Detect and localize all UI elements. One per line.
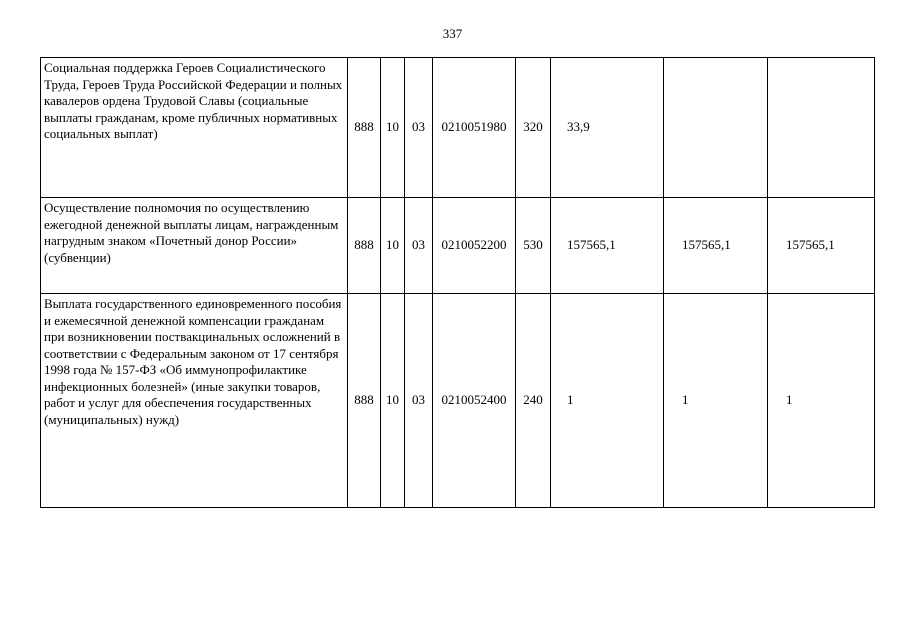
ministry-code: 888 — [348, 198, 381, 294]
expense-type-code: 530 — [516, 198, 551, 294]
amount-year-1: 157565,1 — [551, 198, 664, 294]
budget-table — [40, 57, 875, 508]
section-code: 10 — [381, 198, 405, 294]
table-row — [41, 294, 875, 508]
subsection-code: 03 — [405, 294, 433, 508]
amount-year-3: 1 — [768, 294, 875, 508]
target-article-code: 0210051980 — [433, 58, 516, 198]
table-row — [41, 58, 875, 198]
target-article-code: 0210052200 — [433, 198, 516, 294]
subsection-code: 03 — [405, 198, 433, 294]
subsection-code: 03 — [405, 58, 433, 198]
row-description: Выплата государственного единовременного пособия и ежемесячной денежной компенсации гражданам при возникновении поствакцинальных осложнений в соответствии с Федеральным законом от 17 сентября 1998 года № 157-ФЗ «Об иммунопрофилактике инфекционных болезней» (иные закупки товаров, работ и услуг для обеспечения государственных (муниципальных) нужд) — [41, 294, 348, 508]
amount-year-1: 1 — [551, 294, 664, 508]
target-article-code: 0210052400 — [433, 294, 516, 508]
ministry-code: 888 — [348, 58, 381, 198]
ministry-code: 888 — [348, 294, 381, 508]
amount-year-1: 33,9 — [551, 58, 664, 198]
expense-type-code: 320 — [516, 58, 551, 198]
amount-year-2 — [664, 58, 768, 198]
amount-year-3: 157565,1 — [768, 198, 875, 294]
expense-type-code: 240 — [516, 294, 551, 508]
row-description: Социальная поддержка Героев Социалистического Труда, Героев Труда Российской Федерации и полных кавалеров ордена Трудовой Славы (социальные выплаты гражданам, кроме публичных нормативных социальных выплат) — [41, 58, 348, 198]
section-code: 10 — [381, 58, 405, 198]
amount-year-2: 157565,1 — [664, 198, 768, 294]
table-row — [41, 198, 875, 294]
amount-year-3 — [768, 58, 875, 198]
page-number: 337 — [442, 26, 463, 41]
section-code: 10 — [381, 294, 405, 508]
row-description: Осуществление полномочия по осуществлению ежегодной денежной выплаты лицам, награжденным нагрудным знаком «Почетный донор России» (субвенции) — [41, 198, 348, 294]
amount-year-2: 1 — [664, 294, 768, 508]
